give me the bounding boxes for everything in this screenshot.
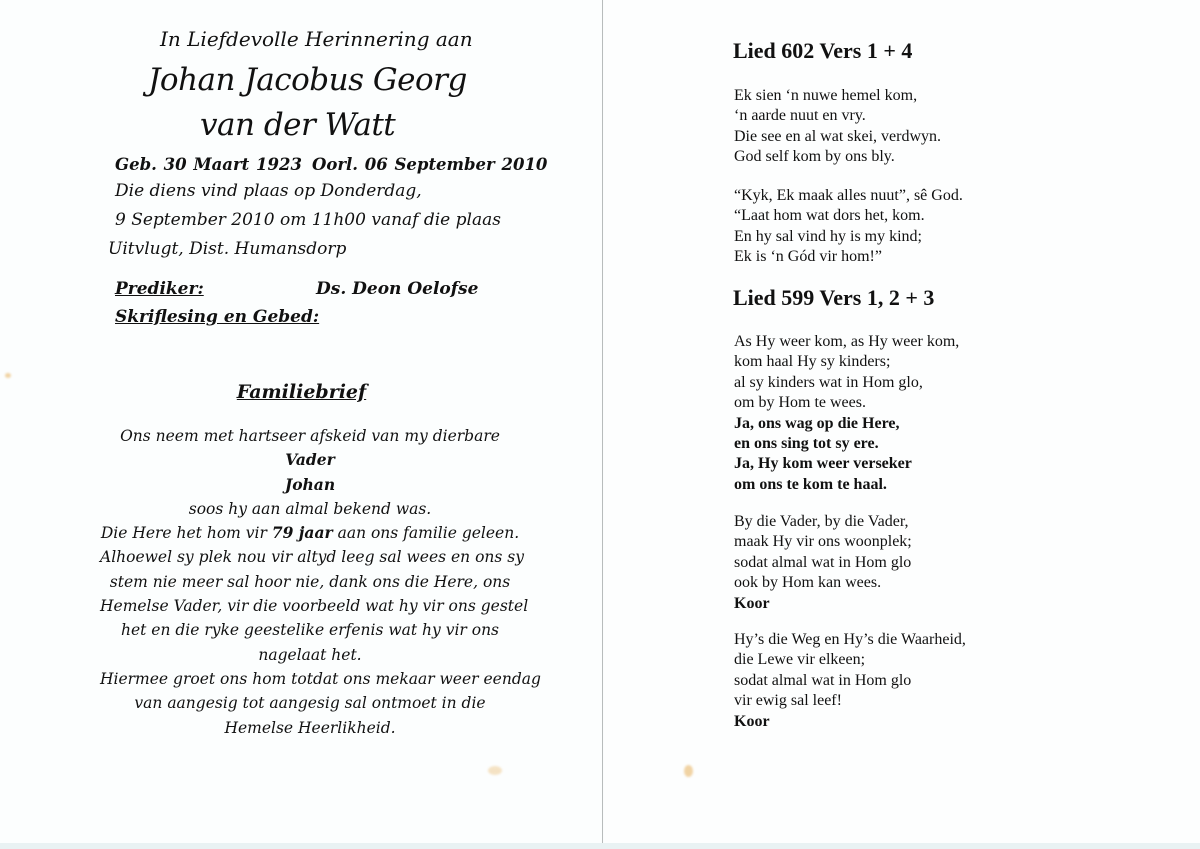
paper-stain bbox=[684, 765, 693, 777]
death-date: Oorl. 06 September 2010 bbox=[311, 155, 548, 174]
letter-line: Hiermee groet ons hom totdat ons mekaar weer eendag bbox=[100, 669, 541, 688]
verse-line: “Kyk, Ek maak alles nuut”, sê God. bbox=[734, 187, 963, 204]
verse-line: al sy kinders wat in Hom glo, bbox=[734, 373, 923, 391]
hymn-verse bbox=[734, 186, 963, 268]
verse-line: kom haal Hy sy kinders; bbox=[734, 353, 891, 371]
page-fold-divider bbox=[602, 0, 603, 849]
preacher-label: Prediker: bbox=[115, 279, 204, 299]
deceased-name-line1: Johan Jacobus Georg bbox=[148, 62, 467, 98]
verse-line: om by Hom te wees. bbox=[734, 394, 866, 412]
verse-line: sodat almal wat in Hom glo bbox=[734, 671, 912, 689]
hymn-verse bbox=[734, 630, 966, 732]
verse-line: maak Hy vir ons woonplek; bbox=[734, 533, 912, 551]
letter-line: Vader bbox=[285, 450, 335, 470]
letter-line: het en die ryke geestelike erfenis wat hy vir ons bbox=[120, 621, 500, 640]
chorus-line: Ja, ons wag op die Here, bbox=[734, 414, 900, 432]
memorial-intro: In Liefdevolle Herinnering aan bbox=[160, 27, 473, 51]
hymn-verse bbox=[734, 332, 959, 495]
letter-line: stem nie meer sal hoor nie, dank ons die Here, ons bbox=[109, 572, 511, 591]
verse-line: As Hy weer kom, as Hy weer kom, bbox=[734, 333, 960, 350]
verse-line: God self kom by ons bly. bbox=[734, 148, 895, 166]
chorus-line: om ons te kom te haal. bbox=[734, 475, 887, 493]
verse-line: sodat almal wat in Hom glo bbox=[734, 553, 912, 571]
scripture-prayer-label: Skriflesing en Gebed: bbox=[115, 307, 320, 327]
birth-date: Geb. 30 Maart 1923 bbox=[115, 155, 302, 174]
verse-line: Die see en al wat skei, verdwyn. bbox=[734, 127, 942, 145]
family-letter bbox=[100, 424, 541, 740]
letter-line: Hemelse Heerlikheid. bbox=[224, 718, 396, 737]
letter-text: Die Here het hom vir bbox=[100, 524, 272, 543]
verse-line: Hy’s die Weg en Hy’s die Waarheid, bbox=[734, 631, 966, 648]
verse-line: Ek sien ‘n nuwe hemel kom, bbox=[734, 87, 918, 104]
letter-text: aan ons familie geleen. bbox=[332, 524, 520, 543]
letter-line: soos hy aan almal bekend was. bbox=[188, 499, 432, 518]
paper-stain bbox=[5, 373, 11, 378]
paper-stain bbox=[488, 766, 502, 775]
verse-line: By die Vader, by die Vader, bbox=[734, 513, 909, 530]
hymn-verse bbox=[734, 86, 941, 168]
age-years: 79 jaar bbox=[271, 523, 333, 543]
letter-line: Alhoewel sy plek nou vir altyd leeg sal wees en ons sy bbox=[100, 548, 524, 567]
preacher-name: Ds. Deon Oelofse bbox=[316, 279, 479, 299]
life-dates bbox=[115, 155, 547, 174]
letter-line: Hemelse Vader, vir die voorbeeld wat hy vir ons gestel bbox=[100, 597, 529, 616]
service-line: 9 September 2010 om 11h00 vanaf die plaas bbox=[115, 210, 501, 230]
verse-line: En hy sal vind hy is my kind; bbox=[734, 227, 922, 245]
verse-line: ‘n aarde nuut en vry. bbox=[734, 107, 866, 125]
verse-line: ook by Hom kan wees. bbox=[734, 574, 882, 592]
verse-line: die Lewe vir elkeen; bbox=[734, 651, 866, 669]
chorus-label: Koor bbox=[734, 712, 770, 730]
verse-line: “Laat hom wat dors het, kom. bbox=[734, 207, 925, 225]
verse-line: vir ewig sal leef! bbox=[734, 692, 842, 710]
letter-line: van aangesig tot aangesig sal ontmoet in die bbox=[134, 694, 486, 713]
letter-line bbox=[100, 521, 520, 545]
chorus-line: Ja, Hy kom weer verseker bbox=[734, 455, 912, 473]
hymn-verse bbox=[734, 512, 912, 614]
chorus-label: Koor bbox=[734, 594, 770, 612]
deceased-name-line2: van der Watt bbox=[200, 107, 396, 143]
service-line: Uitvlugt, Dist. Humansdorp bbox=[108, 239, 347, 259]
letter-line: Ons neem met hartseer afskeid van my dierbare bbox=[120, 427, 500, 445]
verse-line: Ek is ‘n Gód vir hom!” bbox=[734, 248, 882, 266]
hymn-title: Lied 602 Vers 1 + 4 bbox=[733, 38, 913, 63]
family-letter-title: Familiebrief bbox=[236, 381, 367, 403]
letter-line: Johan bbox=[284, 474, 336, 494]
scan-bottom-edge bbox=[0, 843, 1200, 849]
letter-line: nagelaat het. bbox=[258, 645, 362, 664]
chorus-line: en ons sing tot sy ere. bbox=[734, 435, 879, 453]
hymn-title: Lied 599 Vers 1, 2 + 3 bbox=[733, 285, 935, 310]
service-line: Die diens vind plaas op Donderdag, bbox=[115, 181, 422, 201]
